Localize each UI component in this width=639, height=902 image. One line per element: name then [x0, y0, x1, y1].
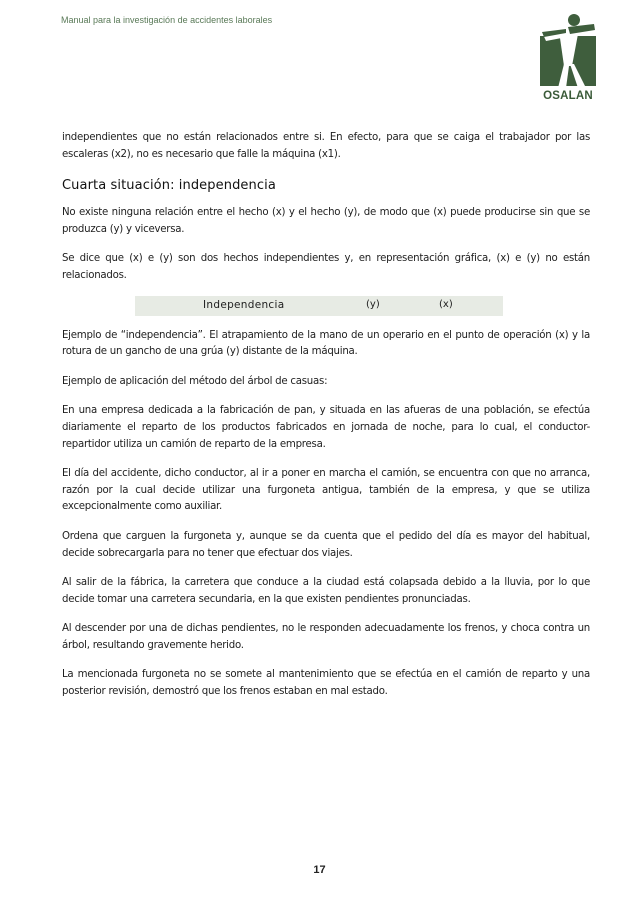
event-y-label: (y) [366, 298, 380, 310]
paragraph-case-1: En una empresa dedicada a la fabricación de pan, y situada en las afueras de una población, se efectúa diariamente el reparto de los productos fabricados en jornada de noche, para lo cual, el conductor-repartidor utiliza un camión de reparto de la empresa. [62, 405, 590, 450]
paragraph-intro: independientes que no están relacionados entre si. En efecto, para que se caiga el trabajador por las escaleras (x2), no es necesario que falle la máquina (x1). [62, 132, 590, 160]
osalan-logo [538, 14, 598, 106]
paragraph-definition: No existe ninguna relación entre el hecho (x) y el hecho (y), de modo que (x) puede producirse sin que se produzca (y) y viceversa. [62, 207, 590, 235]
paragraph-example: Ejemplo de “independencia”. El atrapamiento de la mano de un operario en el punto de operación (x) y la rotura de un gancho de una grúa (y) distante de la máquina. [62, 329, 590, 358]
page-content [62, 130, 590, 714]
independence-label: Independencia [203, 298, 285, 311]
osalan-figure-icon [538, 14, 598, 90]
section-title: Cuarta situación: independencia [62, 178, 276, 194]
logo-text: OSALAN [543, 90, 593, 102]
page-number: 17 [313, 864, 326, 876]
running-header: Manual para la investigación de accidentes laborales [61, 15, 273, 25]
paragraph-case-5: Al descender por una de dichas pendientes, no le responden adecuadamente los frenos, y choca contra un árbol, resultando gravemente herido. [62, 623, 590, 651]
paragraph-case-2: El día del accidente, dicho conductor, al ir a poner en marcha el camión, se encuentra con que no arranca, razón por la cual decide utilizar una furgoneta antigua, también de la empresa, y que se utiliza excepcionalmente como auxiliar. [62, 468, 590, 513]
independence-diagram [135, 296, 503, 316]
event-x-label: (x) [439, 298, 453, 310]
paragraph-representation: Se dice que (x) e (y) son dos hechos independientes y, en representación gráfica, (x) e (y) no están relacionados. [62, 253, 590, 281]
paragraph-case-3: Ordena que carguen la furgoneta y, aunque se da cuenta que el pedido del día es mayor del habitual, decide sobrecargarla para no tener que efectuar dos viajes. [62, 530, 590, 559]
paragraph-method-example: Ejemplo de aplicación del método del árbol de casuas: [62, 375, 328, 387]
paragraph-case-6: La mencionada furgoneta no se somete al mantenimiento que se efectúa en el camión de reparto y una posterior revisión, demostró que los frenos estaban en mal estado. [62, 669, 590, 698]
paragraph-case-4: Al salir de la fábrica, la carretera que conduce a la ciudad está colapsada debido a la lluvia, por lo que decide tomar una carretera secundaria, en la que existen pendientes pronunciadas. [62, 577, 590, 605]
